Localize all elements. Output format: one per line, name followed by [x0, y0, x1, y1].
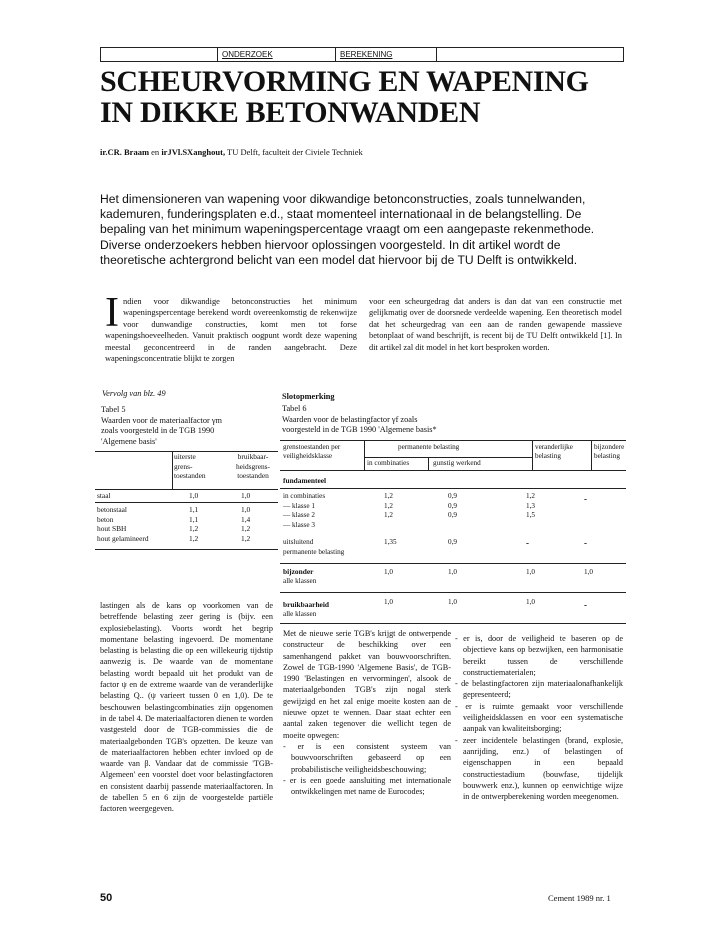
table6-header-comb: in combinaties — [367, 459, 410, 467]
table6-rule — [280, 563, 626, 564]
table5-cell: 1,1 — [189, 514, 199, 524]
table5-cell: beton — [97, 514, 114, 524]
table6-col-ver — [526, 492, 535, 521]
table6-cell: 1,0 — [448, 598, 457, 606]
table6-header-perm: permanente belasting — [398, 443, 460, 451]
table6-cell: 1,0 — [448, 568, 457, 576]
continued-from: Vervolg van blz. 49 — [102, 389, 166, 398]
table6-cell: 1,2 — [384, 511, 393, 519]
table6-cell: - — [526, 538, 529, 548]
table6-section-bijz — [283, 567, 316, 586]
table5-cell: 1,1 — [189, 505, 199, 514]
table6-section-fund: fundamenteel — [283, 476, 327, 485]
table5-cell: 1,2 — [189, 524, 199, 534]
lead-paragraph: Het dimensioneren van wapening voor dikwandige betonconstructies, zoals tunnelwanden, kademuren, funderingsplaten e.d., staat momenteel internationaal in de belangstelling. De bepaling van het minimum wapeningspercentage vraagt om een aangepaste rekenmethode. Diverse onderzoekers hebben hiervoor oplossingen voorgesteld. In dit artikel wordt de theoretische achtergrond belicht van een model dat hiervoor bij de TU Delft is ontwikkeld. — [100, 192, 595, 267]
table6-cell: - — [584, 494, 587, 504]
table6-rule-sub — [364, 457, 532, 458]
table6-divider — [364, 440, 365, 470]
table5-row-staal — [97, 491, 277, 501]
slot-intro: Met de nieuwe serie TGB's krijgt de ontwerpende constructeur de beschikking over een samenhangend pakket van bouwvoorschriften. Zowel de TGB-1990 'Algemene Basis', de TGB-1990 'Belastingen en vervormingen', alsook de materiaalgebonden TGB's zijn nogal sterk gewijzigd en het zal enige moeite kosten aan de nieuwe opzet te wennen. Daar staat echter een aantal zaken tegenover die wellicht tegen de moeite opwegen: — [283, 629, 451, 740]
table5-cell: hout gelamineerd — [97, 533, 149, 543]
table6-rule-bottom — [280, 623, 626, 624]
author-conj: en — [149, 147, 162, 157]
list-item: - zeer incidentele belastingen (brand, explosie, aanrijding, enz.) of belastingen of eigenschappen in een bepaald constructiestadium (bouwfase, tijdelijk bouwwerk enz.), kunnen op eenwichtige wijze in de ontwerpberekening worden meegenomen. — [455, 735, 623, 802]
table6-rule — [280, 592, 626, 593]
table6-cell: bruikbaarheid — [283, 600, 330, 609]
tab-blank — [437, 48, 623, 61]
tab-onderzoek: ONDERZOEK — [218, 48, 336, 61]
slot-bullets-left — [283, 741, 451, 797]
body-middle-column — [283, 628, 451, 797]
table-row — [97, 524, 277, 534]
table5-cell: staal — [97, 491, 111, 500]
table6-cell: 1,0 — [526, 568, 535, 576]
table6-header-gunstig: gunstig werkend — [433, 459, 481, 467]
section-heading-slotopmerking: Slotopmerking — [282, 392, 335, 401]
table6-cell: alle klassen — [283, 576, 317, 585]
article-title — [100, 66, 630, 128]
table6-caption — [282, 404, 502, 436]
table6-cell: 0,9 — [448, 501, 457, 510]
table5-cell: 1,2 — [189, 533, 199, 543]
table6-cell: bijzonder — [283, 567, 314, 576]
table6-cell: — klasse 3 — [283, 520, 315, 529]
table5-cell: 1,0 — [241, 505, 251, 514]
table5-cell: 1,2 — [241, 533, 251, 543]
table6-cell: 1,3 — [526, 501, 535, 510]
table6-header-bijz: bijzondere belasting — [594, 443, 625, 461]
table5-h1c: toestanden — [174, 471, 206, 480]
table6-col-comb — [384, 492, 393, 521]
list-item: - er is een goede aansluiting met internationale ontwikkelingen met name de Eurocodes; — [283, 775, 451, 797]
table5-cell: 1,0 — [241, 491, 251, 500]
table6-cell: permanente belasting — [283, 547, 345, 556]
table6-cell: 1,2 — [384, 492, 393, 500]
table5-rule-mid — [95, 489, 278, 490]
table6-cell: 1,0 — [384, 598, 393, 606]
table6-cell: 1,0 — [584, 568, 593, 576]
table6-caption-1: Tabel 6 — [282, 404, 307, 413]
table6-cell: 0,9 — [448, 538, 457, 546]
intro-left-column — [105, 290, 357, 364]
table6-col-gun — [448, 492, 457, 521]
table5-rule-bottom — [95, 549, 278, 550]
table5-header-uiterste — [174, 452, 226, 481]
table6-cell: — klasse 1 — [283, 501, 315, 510]
title-line-2: IN DIKKE BETONWANDEN — [100, 96, 481, 129]
table5-caption-4: 'Algemene basis' — [101, 436, 157, 446]
table6-rule-header — [280, 470, 626, 471]
table6-rows-fund — [283, 492, 363, 530]
table5-h2a: bruikbaar- — [237, 452, 269, 461]
table6-divider — [591, 440, 592, 470]
body-left-column: lastingen als de kans op voorkomen van de betreffende belasting zeer gering is (bijv. een explosiebelasting). Voorts wordt het begrip momentane belasting ingevoerd. De momentane belasting is belasting die op een willekeurig tijdstip aanwezig is. De waarde van de momentane belasting wordt bepaald uit het produkt van de factor ψ en de extreme waarde van de veranderlijke belasting Q.. (ψ varieert tussen 0 en 1,0). De te beschouwen belastingcombinaties zijn opgenomen in de tabel 4. De materiaalfactoren dienen te worden vastgesteld door de TGB-commissies die de materiaalgebonden TGB's opzetten. De keuze van de materiaalfactoren hebben echter invloed op de waarde van β. Vandaar dat de commissie 'TGB-Algemeen' een voorstel doet voor belastingfactoren en consistent daarbij passende materiaalfactoren. In de tabellen 5 en 6 zijn de voorgestelde partiële factoren weergegeven. — [100, 601, 273, 814]
table6-caption-2: Waarden voor de belastingfactor γf zoals — [282, 414, 418, 424]
table5-rule-row — [95, 502, 278, 503]
authors — [100, 147, 363, 157]
table5-divider — [172, 451, 173, 490]
table-row — [97, 515, 277, 525]
drop-cap: I — [105, 290, 119, 336]
table5-h1b: grens- — [174, 461, 193, 471]
table5-rows — [97, 505, 277, 543]
table5-cell: 1,0 — [189, 491, 199, 500]
author-1: ir.CR. Braam — [100, 147, 150, 157]
table6-cell: 1,5 — [526, 511, 535, 519]
table6-divider — [532, 440, 533, 470]
table5-cell: hout SBH — [97, 524, 127, 534]
table6-cell: 0,9 — [448, 492, 457, 500]
table5-caption-2: Waarden voor de materiaalfactor γm — [101, 415, 222, 425]
source-citation: Cement 1989 nr. 1 — [548, 893, 611, 903]
table6-rule — [280, 488, 626, 489]
table6-cell: - — [584, 538, 587, 548]
table5-cell: betonstaal — [97, 505, 127, 514]
table5-h1a: uiterste — [174, 452, 196, 461]
table5-header-bruikbaar — [227, 452, 279, 481]
list-item: - er is, door de veiligheid te baseren op de objectieve kans op bezwijken, een harmonisatie bereikt tussen de verschillende constructiematerialen; — [455, 634, 623, 677]
table5-cell: 1,2 — [241, 524, 251, 534]
list-item: - de belastingfactoren zijn materiaalonafhankelijk gepresenteerd; — [455, 679, 623, 700]
table6-row-uits — [283, 538, 373, 557]
table5-h2c: toestanden — [237, 471, 269, 480]
intro-left-text: ndien voor dikwandige betonconstructies het minimum wapeningspercentage berekend wordt overeenkomstig de rekenwijze voor dunwandige constructies, komt men tot forse wapeningshoeveelheden. Vanuit praktisch oogpunt wordt deze wapening meestal geconcentreerd in de randen aangebracht. Deze wapeningsconcentratie blijkt te zorgen — [105, 297, 357, 364]
tab-blank — [101, 48, 218, 61]
table6-divider — [428, 457, 429, 470]
body-right-column — [455, 633, 623, 802]
table5-h2b: heidsgrens- — [235, 461, 271, 471]
table5-cell: 1,4 — [241, 514, 251, 524]
table6-cell: 0,9 — [448, 511, 457, 519]
table6-cell: 1,2 — [526, 492, 535, 500]
list-item: - er is een consistent systeem van bouwvoorschriften gebaseerd op een probabilistische veiligheidsbeschouwing; — [283, 741, 451, 774]
intro-right-column: voor een scheurgedrag dat anders is dan dat van een constructie met gelijkmatig over de doorsnede verdeelde wapening. Een theoretisch model dat het scheurgedrag van een aan de randen gewapende massieve betonplaat of wand beschrijft, is recent bij de TU Delft ontwikkeld [1]. In dit artikel zal dit model in het kort besproken worden. — [369, 297, 622, 352]
section-tab-bar — [100, 47, 624, 62]
table5-caption-1: Tabel 5 — [101, 405, 126, 414]
affiliation: TU Delft, faculteit der Civiele Techniek — [225, 147, 363, 157]
table-row — [97, 505, 277, 515]
tab-berekening: BEREKENING — [336, 48, 437, 61]
table6-header-verand: veranderlijke belasting — [535, 443, 573, 461]
table6-cell: 1,35 — [384, 538, 397, 546]
table6-rule-top — [280, 440, 626, 441]
table6-cell: alle klassen — [283, 609, 317, 618]
table6-cell: in combinaties — [283, 492, 326, 500]
title-line-1: SCHEURVORMING EN WAPENING — [100, 65, 589, 98]
table6-cell: 1,2 — [384, 501, 393, 510]
table6-section-bruik — [283, 600, 329, 619]
table6-cell: 1,0 — [526, 598, 535, 606]
slot-bullets-right — [455, 633, 623, 802]
author-2: irJVl.SXanghout, — [161, 147, 226, 157]
table5-caption — [101, 405, 281, 447]
table6-cell: - — [584, 600, 587, 610]
table6-header-grens: grenstoestanden per veiligheidsklasse — [283, 443, 341, 461]
table-row — [97, 534, 277, 544]
table6-cell: — klasse 2 — [283, 511, 315, 519]
table6-cell: uitsluitend — [283, 538, 314, 546]
list-item: - er is ruimte gemaakt voor verschillende veiligheidsklassen en voor een systematische aanpak van kwaliteitsborging; — [455, 701, 623, 734]
table6-cell: 1,0 — [384, 568, 393, 576]
page-number: 50 — [100, 892, 113, 904]
table5-caption-3: zoals voorgesteld in de TGB 1990 — [101, 426, 215, 436]
table6-caption-3: voorgesteld in de TGB 1990 'Algemene basis* — [282, 425, 437, 435]
